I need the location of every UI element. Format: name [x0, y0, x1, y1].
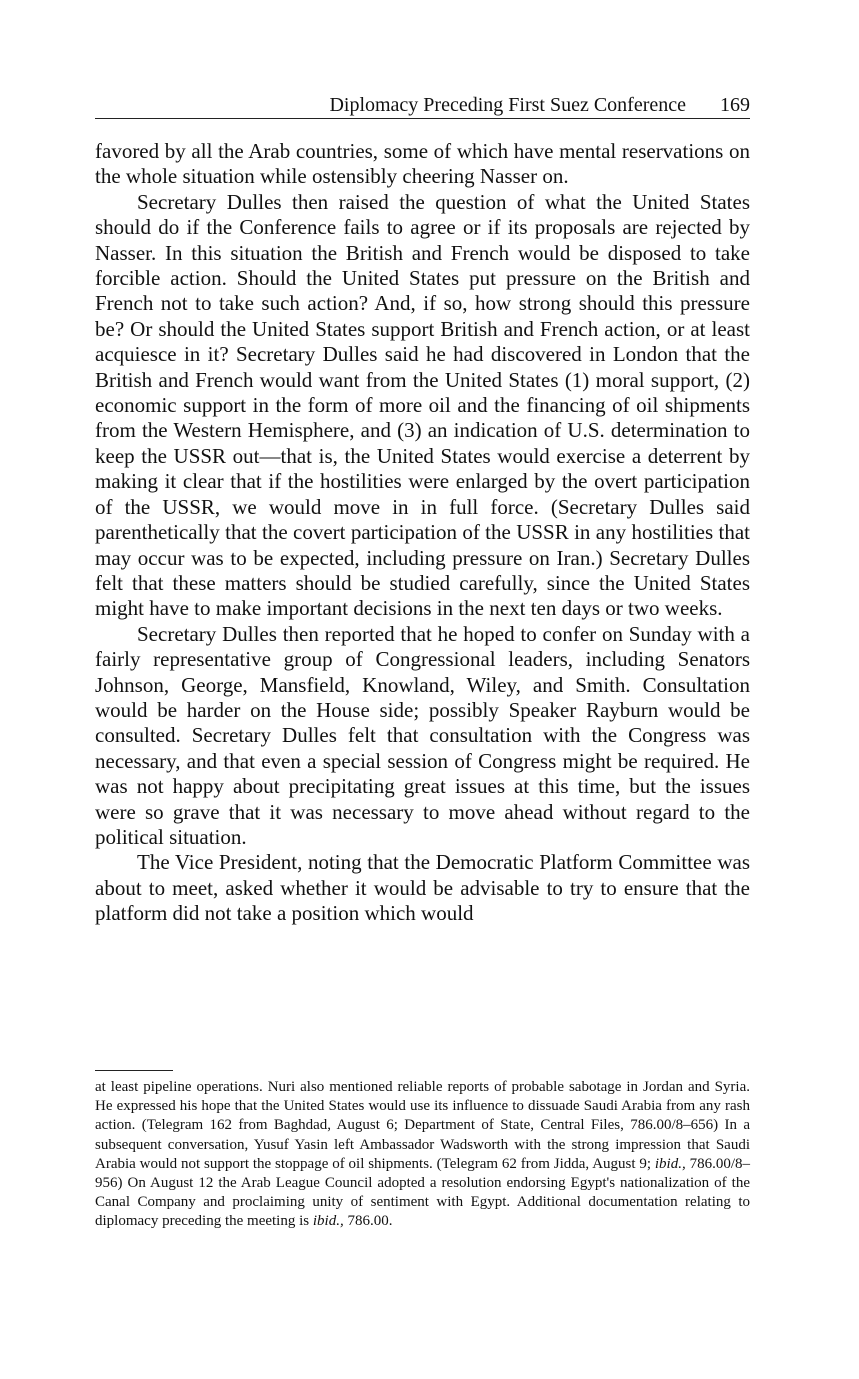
running-header [95, 92, 750, 119]
running-title: Diplomacy Preceding First Suez Conference [329, 94, 686, 116]
paragraph-dulles-question: Secretary Dulles then raised the question of what the United States should do if the Conference fails to agree or if its proposals are rejected by Nasser. In this situation the British and French would be disposed to take forcible action. Should the United States put pressure on the British and French not to take such action? And, if so, how strong should this pressure be? Or should the United States support British and French action, or at least acquiesce in it? Secretary Dulles said he had discovered in London that the British and French would want from the United States (1) moral support, (2) economic support in the form of more oil and the financing of oil shipments from the Western Hemisphere, and (3) an indication of U.S. determination to keep the USSR out—that is, the United States would exercise a deterrent by making it clear that if the hostilities were enlarged by the overt participation of the USSR, we would move in in full force. (Secretary Dulles said parenthetically that the covert participation of the USSR in any hostilities that may occur was to be expected, including pressure on Iran.) Secretary Dulles felt that these matters should be studied carefully, since the United States might have to make important decisions in the next ten days or two weeks. [95, 189, 750, 621]
footnote-text-1: at least pipeline operations. Nuri also mentioned reliable reports of probable sabotage in Jordan and Syria. He expressed his hope that the United States would use its influence to dissuade Saudi Arabia from any rash action. (Telegram 162 from Baghdad, August 6; Department of State, Central Files, 786.00/8–656) In a subsequent conversation, Yusuf Yasin left Ambassador Wadsworth with the strong impression that Saudi Arabia would not support the stoppage of oil shipments. (Telegram 62 from Jidda, August 9; [95, 1079, 750, 1172]
body-text [95, 139, 750, 927]
footnote-text-3: 786.00. [343, 1213, 393, 1230]
footnote [95, 1078, 750, 1232]
page-number: 169 [720, 94, 750, 116]
paragraph-vice-president: The Vice President, noting that the Democratic Platform Committee was about to meet, asked whether it would be advisable to try to ensure that the platform did not take a position which would [95, 850, 750, 926]
footnote-text-2: 786.00/8–956) On August 12 the Arab League Council adopted a resolution endorsing Egypt's nationalization of the Canal Company and proclaiming unity of sentiment with Egypt. Additional documentation relating to diplomacy preceding the meeting is [95, 1155, 750, 1230]
footnote-divider [95, 1070, 173, 1071]
footnote-ibid-2: ibid., [312, 1213, 344, 1230]
paragraph-continuation: favored by all the Arab countries, some of which have mental reservations on the whole situation while ostensibly cheering Nasser on. [95, 139, 750, 189]
paragraph-congressional-leaders: Secretary Dulles then reported that he hoped to confer on Sunday with a fairly representative group of Congressional leaders, including Senators Johnson, George, Mansfield, Knowland, Wiley, and Smith. Consultation would be harder on the House side; possibly Speaker Rayburn would be consulted. Secretary Dulles felt that consultation with the Congress was necessary, and that even a special session of Congress might be required. He was not happy about precipitating great issues at this time, but the issues were so grave that it was necessary to move ahead without regard to the political situation. [95, 621, 750, 849]
footnote-ibid-1: ibid., [654, 1155, 686, 1172]
